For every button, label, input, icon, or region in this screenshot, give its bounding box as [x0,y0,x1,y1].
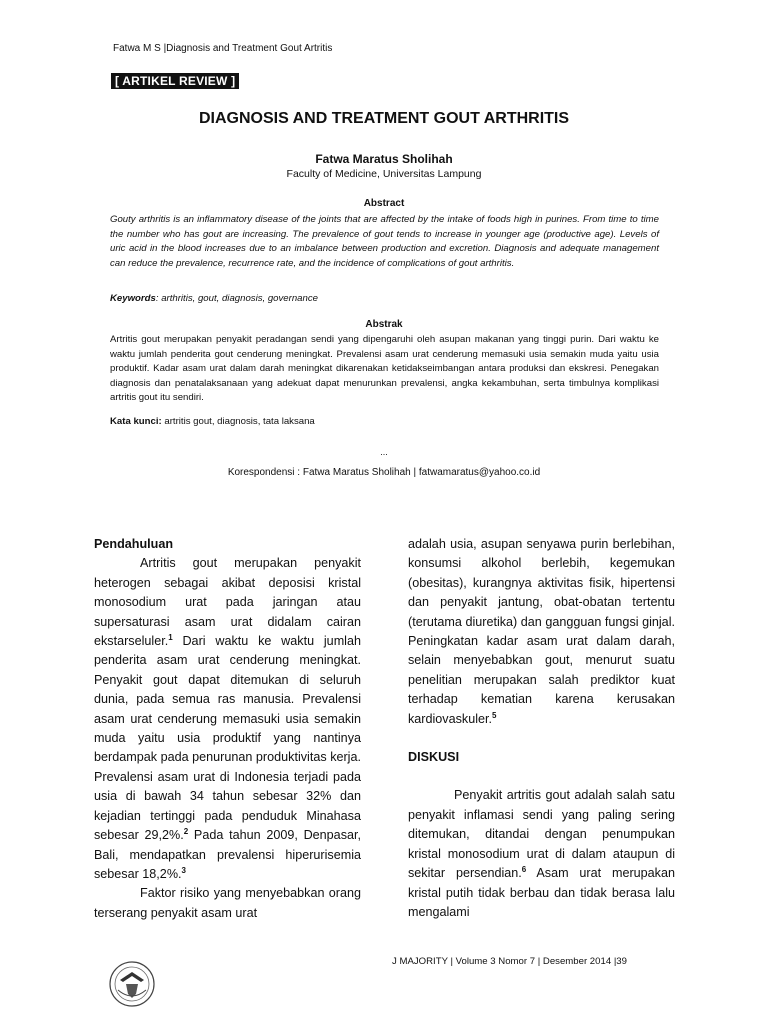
author-name: Fatwa Maratus Sholihah [315,152,453,166]
abstract-indonesian: Artritis gout merupakan penyakit peradangan sendi yang dipengaruhi oleh asupan makanan yang tinggi purin. Dari waktu ke waktu jumlah penderita gout cenderung meningkat. Prevalensi asam urat cenderung memasuki usia semakin muda yaitu usia produktif. Kadar asam urat dalam darah meningkat dikarenakan ketidakseimbangan antara produksi dan ekskresi. Penegakan diagnosis dan penatalaksanaan yang adekuat dapat menurunkan prevalensi, angka kekambuhan, serta timbulnya komplikasi artritis gout itu sendiri. [110,334,659,403]
spacer [408,729,675,748]
citation-ref: 3 [181,865,186,875]
article-title: DIAGNOSIS AND TREATMENT GOUT ARTHRITIS [198,110,570,127]
citation-ref: 2 [183,826,189,836]
keywords-list: : arthritis, gout, diagnosis, governance [155,293,318,304]
correspondence: Korespondensi : Fatwa Maratus Sholihah | fatwamaratus@yahoo.co.id [227,467,541,478]
separator: ... [380,447,388,457]
journal-footer: J MAJORITY | Volume 3 Nomor 7 | Desember 2014 |39 [392,956,627,967]
body-column-right [408,535,675,922]
text-run: Pada tahun 2009, Denpasar, Bali, mendapatkan prevalensi hiperurisemia sebesar 18,2%. [94,828,361,881]
text-run: Asam urat merupakan kristal putih tidak berbau dan tidak berasa lalu mengalami [408,866,675,919]
text-run: adalah usia, asupan senyawa purin berlebihan, konsumsi alkohol berlebih, kegemukan (obesitas), kurangnya aktivitas fisik, hipertensi dan penyakit jantung, obat-obatan tertentu (terutama diuretika) dan gangguan fungsi ginjal. Peningkatan kadar asam urat dalam darah, selain menyebabkan gout, menurut suatu penelitian merupakan salah prediktor kuat terhadap kematian karena kerusakan kardiovaskuler. [408,537,675,726]
keywords-line [110,293,318,304]
spacer [408,767,675,786]
text-run: Artritis gout merupakan penyakit heterogen sebagai akibat deposisi kristal monosodium urat pada jaringan atau supersaturasi asam urat didalam cairan ekstarseluler. [94,556,361,649]
paragraph-risk-factors-continued [408,535,675,729]
author-affiliation: Faculty of Medicine, Universitas Lampung [286,168,482,180]
keywords-label: Keywords [110,293,156,304]
section-heading-introduction: Pendahuluan [94,537,174,551]
citation-ref: 5 [492,710,497,720]
body-column-left [94,535,361,923]
text-run: Dari waktu ke waktu jumlah penderita asam urat cenderung meningkat. Penyakit gout dapat ditemukan di seluruh dunia, pada semua ras manusia. Prevalensi asam urat cenderung memasuki usia semakin muda yaitu usia produktif yang nantinya berdampak pada penurunan produktivitas kerja. Prevalensi asam urat di Indonesia terjadi pada usia di bawah 34 tahun sebesar 32% dan kejadian tertinggi pada penduduk Minahasa sebesar 29,2%. [94,634,361,843]
text-run: Faktor risiko yang menyebabkan orang terserang penyakit asam urat [94,886,361,920]
text-run: Penyakit artritis gout adalah salah satu penyakit inflamasi sendi yang paling sering ditemukan, ditandai dengan penumpukan kristal monosodium urat di dalam ataupun di sekitar persendian. [408,788,675,881]
abstract-english: Gouty arthritis is an inflammatory disease of the joints that are affected by the intake of foods high in purines. From time to time the number who has gout are increasing. The prevalence of gout tends to increase in younger age (productive age). Levels of uric acid in the blood increases due to an imbalance between production and excretion. Diagnosis and adequate management can reduce the prevalence, recurrence rate, and the incidence of complications of gout arthritis. [110,214,659,269]
paragraph-diskusi [408,786,675,922]
kata-kunci-label: Kata kunci: [110,416,162,427]
citation-ref: 6 [521,864,527,874]
section-heading-diskusi: DISKUSI [408,750,460,765]
kata-kunci-line [110,416,315,427]
citation-ref: 1 [168,632,173,642]
abstrak-heading: Abstrak [365,319,403,330]
running-header: Fatwa M S |Diagnosis and Treatment Gout Artritis [113,43,333,54]
paragraph-risk-factors [94,884,361,923]
paragraph-introduction [94,554,361,884]
article-type-label: [ ARTIKEL REVIEW ] [111,73,239,89]
kata-kunci-list: artritis gout, diagnosis, tata laksana [161,416,315,427]
university-seal-icon [108,960,156,1008]
abstract-heading: Abstract [363,198,405,209]
